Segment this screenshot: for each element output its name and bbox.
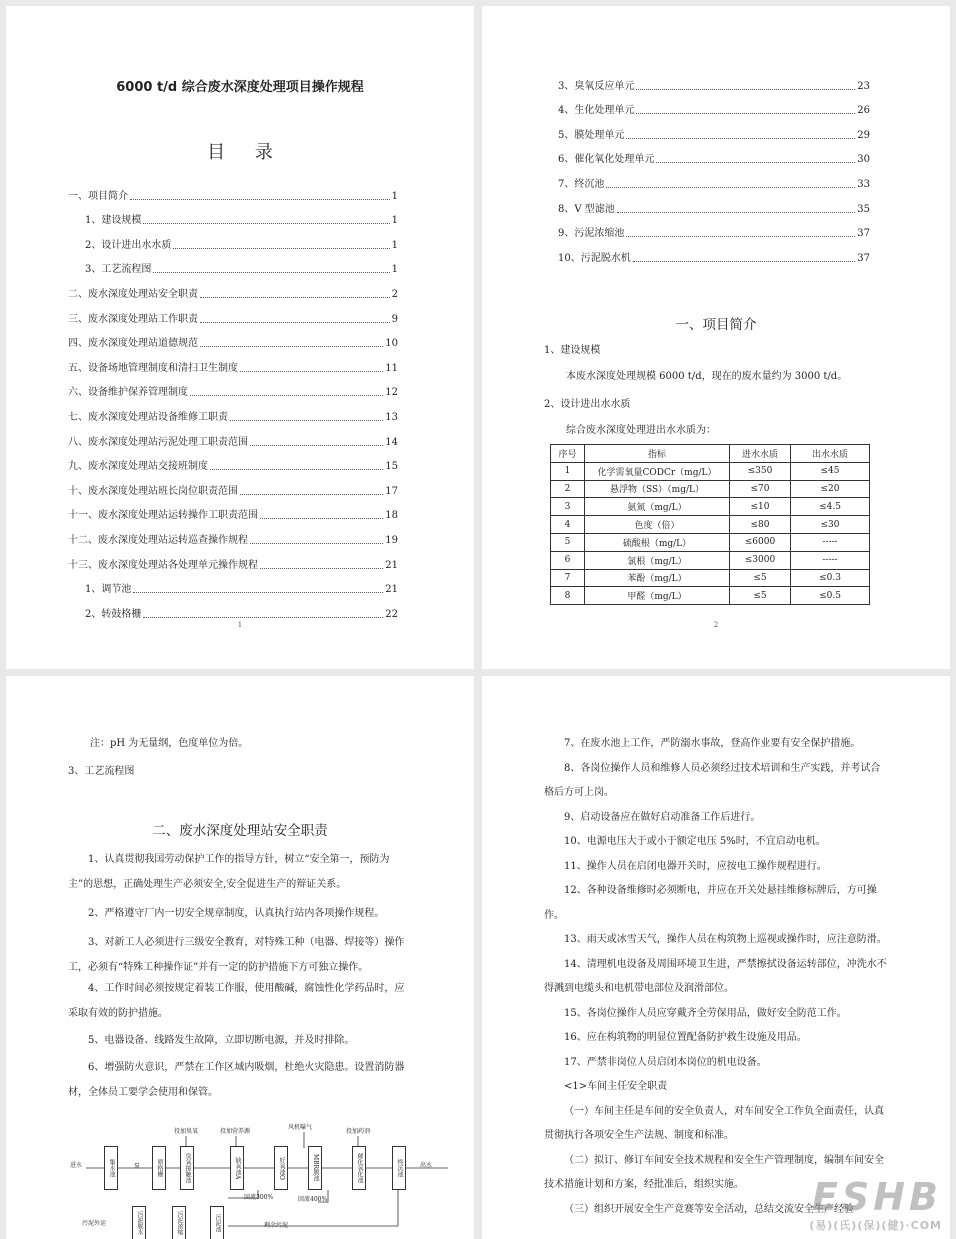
table-cell: 悬浮物（SS）（mg/L）: [585, 480, 730, 498]
table-cell: ≤5: [730, 587, 791, 605]
flow-label: 回流400%: [298, 1196, 328, 1203]
page-2: [482, 6, 950, 669]
toc-entry[interactable]: [68, 350, 398, 375]
table-cell: 6: [551, 551, 585, 569]
paragraph: （一）车间主任是车间的安全负责人，对车间安全工作负全面责任，认真贯彻执行各项安全生产法规、制度和标准。: [544, 1105, 884, 1141]
toc-entry-page: 37: [857, 252, 870, 264]
table-header: 指标: [585, 445, 730, 463]
table-cell: ≤30: [791, 516, 870, 534]
table-row: [551, 480, 870, 498]
subheading: 3、工艺流程图: [68, 766, 135, 777]
toc-leader-dots: [617, 212, 856, 213]
toc-entry-page: 26: [857, 105, 870, 117]
paragraph-group: [544, 732, 888, 1222]
toc-entry-page: 21: [385, 584, 398, 596]
note: 注：pH 为无量纲，色度单位为倍。: [90, 738, 249, 749]
toc-entry-title: 十二、废水深度处理站运转巡查操作规程: [68, 534, 248, 546]
paragraph: <1>车间主任安全职责: [564, 1081, 668, 1092]
table-cell: ≤10: [730, 498, 791, 516]
paragraph: 16、应在构筑物的明显位置配备防护救生设施及用品。: [564, 1032, 807, 1043]
toc-entry-page: 1: [391, 215, 398, 227]
flow-box: 终沉池: [392, 1146, 406, 1190]
toc-entry[interactable]: [558, 191, 870, 216]
toc-entry-page: 1: [391, 264, 398, 276]
paragraph: 15、各岗位操作人员应穿戴齐全劳保用品，做好安全防范工作。: [564, 1007, 847, 1019]
process-flow-diagram: [68, 1124, 448, 1239]
toc-entry-page: 2: [391, 288, 398, 300]
flow-box: 臭氧接触池: [180, 1146, 194, 1190]
toc-entry-title: 1、调节池: [85, 584, 132, 596]
paragraph: 8、各岗位操作人员和维修人员必须经过技术培训和生产实践，并考试合格后方可上岗。: [544, 762, 881, 798]
paragraph: 17、严禁非岗位人员启闭本岗位的机电设备。: [564, 1056, 767, 1068]
toc-entry-page: 13: [385, 411, 398, 423]
flow-box: 缺氧池A: [230, 1146, 244, 1190]
toc-entry-page: 29: [857, 129, 870, 141]
toc-entry-title: 二、废水深度处理站安全职责: [68, 288, 198, 300]
watermark-subtext: (易)(氏)(保)(健)·COM: [809, 1219, 942, 1232]
toc-entry-title: 5、膜处理单元: [558, 129, 625, 141]
toc-entry[interactable]: [558, 240, 870, 265]
toc-entry-title: 3、臭氧反应单元: [558, 80, 635, 92]
table-cell: 氯根（mg/L）: [585, 551, 730, 569]
toc-entry-title: 6、催化氧化处理单元: [558, 154, 655, 166]
toc-entry-title: 三、废水深度处理站工作职责: [68, 313, 198, 325]
table-cell: ≤6000: [730, 533, 791, 551]
table-cell: ≤20: [791, 480, 870, 498]
toc-entry-page: 15: [385, 461, 398, 473]
table-cell: 5: [551, 533, 585, 551]
toc-entry-page: 1: [391, 239, 398, 251]
toc-leader-dots: [240, 371, 383, 372]
subheading: 1、建设规模: [544, 345, 601, 356]
paragraph: （三）组织开展安全生产竞赛等安全活动，总结交流安全生产经验: [564, 1203, 854, 1215]
toc-entry[interactable]: [68, 252, 398, 277]
toc-entry-page: 12: [385, 387, 398, 399]
toc-entry-page: 21: [385, 559, 398, 571]
table-cell: 硫酸根（mg/L）: [585, 533, 730, 551]
table-header: 出水水质: [791, 445, 870, 463]
toc-list-continued: [558, 68, 870, 265]
toc-leader-dots: [633, 261, 856, 262]
toc-entry[interactable]: [558, 93, 870, 118]
toc-leader-dots: [606, 187, 855, 188]
toc-entry-title: 五、设备场地管理制度和清扫卫生制度: [68, 362, 238, 374]
toc-entry[interactable]: [68, 547, 398, 572]
toc-entry[interactable]: [558, 216, 870, 241]
paragraph: 本废水深度处理规模 6000 t/d，现在的废水量约为 3000 t/d。: [566, 371, 848, 382]
paragraph: 12、各种设备维修时必须断电，并应在开关处悬挂维修标牌后，方可操作。: [544, 885, 877, 921]
toc-entry-title: 十、废水深度处理站班长岗位职责范围: [68, 485, 238, 497]
toc-entry-page: 18: [385, 510, 398, 522]
toc-entry-page: 23: [857, 80, 870, 92]
table-cell: ≤0.3: [791, 569, 870, 587]
table-row: [551, 462, 870, 480]
table-header: 序号: [551, 445, 585, 463]
toc-entry[interactable]: [558, 117, 870, 142]
toc-leader-dots: [250, 445, 383, 446]
table-cell: ≤4.5: [791, 498, 870, 516]
toc-entry-title: 1、建设规模: [85, 215, 142, 227]
toc-entry-page: 33: [857, 178, 870, 190]
flow-box: 污泥池: [210, 1206, 224, 1239]
toc-entry-page: 37: [857, 228, 870, 240]
toc-leader-dots: [190, 395, 383, 396]
toc-leader-dots: [636, 89, 855, 90]
toc-entry[interactable]: [68, 203, 398, 228]
table-row: [551, 498, 870, 516]
table-cell: 4: [551, 516, 585, 534]
toc-entry[interactable]: [68, 399, 398, 424]
table-cell: ≤5: [730, 569, 791, 587]
toc-entry-title: 八、废水深度处理站污泥处理工职责范围: [68, 436, 248, 448]
paragraph: 1、认真贯彻我国劳动保护工作的指导方针，树立“安全第一，预防为主”的思想，正确处理生产必须安全,安全促进生产的辩证关系。: [68, 854, 390, 890]
paragraph: 综合废水深度处理进出水水质为：: [566, 425, 716, 436]
table-row: [551, 587, 870, 605]
toc-leader-dots: [260, 518, 383, 519]
toc-entry-page: 19: [385, 534, 398, 546]
paragraph: 2、严格遵守厂内一切安全规章制度，认真执行站内各项操作规程。: [88, 908, 385, 919]
toc-list: [68, 178, 398, 621]
toc-entry[interactable]: [68, 449, 398, 474]
toc-heading: 目 录: [207, 142, 285, 163]
flow-label: 污泥外运: [82, 1220, 107, 1227]
paragraph: 11、操作人员在启闭电器开关时，应按电工操作规程进行。: [564, 860, 827, 872]
paragraph: 4、工作时间必须按规定着装工作服，使用酸碱，腐蚀性化学药品时，应采取有效的防护措施。: [68, 983, 405, 1019]
toc-entry[interactable]: [68, 178, 398, 203]
toc-leader-dots: [153, 272, 389, 273]
flow-box: MBR膜池: [308, 1146, 322, 1190]
paragraph: 7、在废水池上工作，严防溺水事故，登高作业要有安全保护措施。: [564, 738, 861, 749]
toc-leader-dots: [626, 138, 855, 139]
toc-leader-dots: [143, 617, 383, 618]
table-row: [551, 533, 870, 551]
toc-entry-page: 14: [385, 436, 398, 448]
table-cell: 8: [551, 587, 585, 605]
toc-entry[interactable]: [558, 142, 870, 167]
toc-entry-title: 2、转鼓格栅: [85, 608, 142, 620]
toc-entry[interactable]: [68, 326, 398, 351]
toc-leader-dots: [240, 494, 383, 495]
toc-leader-dots: [210, 469, 383, 470]
toc-entry-title: 7、终沉池: [558, 178, 605, 190]
table-header-row: [551, 445, 870, 463]
toc-entry-title: 六、设备维护保养管理制度: [68, 387, 188, 399]
page-number: 1: [237, 621, 243, 629]
toc-leader-dots: [143, 223, 389, 224]
toc-entry-page: 22: [385, 608, 398, 620]
toc-entry[interactable]: [68, 227, 398, 252]
flow-label: 出水: [420, 1162, 433, 1169]
toc-leader-dots: [626, 236, 855, 237]
table-cell: ≤45: [791, 462, 870, 480]
toc-leader-dots: [200, 322, 390, 323]
paragraph: 5、电器设备、线路发生故障，立即切断电源，并及时排除。: [88, 1035, 355, 1046]
page-number: 2: [713, 621, 719, 629]
toc-entry-title: 一、项目简介: [68, 190, 128, 202]
flow-box: 好氧池O: [274, 1146, 288, 1190]
toc-leader-dots: [130, 199, 390, 200]
paragraph: 6、增强防火意识，严禁在工作区域内吸烟，杜绝火灾隐患。设置消防器材，全体员工要学会使用和保管。: [68, 1062, 405, 1098]
flow-box: 原格栅: [152, 1146, 166, 1190]
paragraph: （二）拟订、修订车间安全技术规程和安全生产管理制度，编制车间安全技术措施计划和方案，经批准后，组织实施。: [544, 1154, 884, 1190]
paragraph: 9、启动设备应在做好启动准备工作后进行。: [564, 811, 761, 823]
toc-entry-title: 四、废水深度处理站道德规范: [68, 338, 198, 350]
toc-entry[interactable]: [68, 276, 398, 301]
toc-entry-title: 2、设计进出水水质: [85, 239, 172, 251]
watermark-logo: ESHB: [811, 1175, 942, 1219]
toc-entry-page: 10: [385, 338, 398, 350]
table-cell: 1: [551, 462, 585, 480]
flow-lines: [68, 1124, 448, 1239]
toc-leader-dots: [173, 248, 389, 249]
toc-entry-title: 3、工艺流程图: [85, 264, 152, 276]
table-row: [551, 551, 870, 569]
table-cell: 7: [551, 569, 585, 587]
flow-label: 泵: [134, 1163, 141, 1170]
flow-box: 集水池: [104, 1146, 118, 1190]
flow-box: 污泥浓缩: [172, 1206, 186, 1239]
table-cell: -----: [791, 551, 870, 569]
toc-entry[interactable]: [68, 498, 398, 523]
table-cell: ≤80: [730, 516, 791, 534]
toc-entry-title: 10、污泥脱水机: [558, 252, 631, 264]
flow-label: 进水: [70, 1162, 83, 1169]
toc-entry-page: 11: [385, 362, 398, 374]
table-cell: ≤0.5: [791, 587, 870, 605]
table-row: [551, 569, 870, 587]
toc-entry-page: 30: [857, 154, 870, 166]
toc-leader-dots: [250, 543, 383, 544]
toc-entry[interactable]: [68, 522, 398, 547]
toc-entry-page: 1: [391, 190, 398, 202]
toc-entry[interactable]: [68, 301, 398, 326]
page-3: [6, 676, 474, 1239]
paragraph: 13、雨天或冰雪天气，操作人员在构筑物上巡视或操作时，应注意防滑。: [564, 934, 887, 945]
toc-entry-title: 十三、废水深度处理站各处理单元操作规程: [68, 559, 258, 571]
flow-label: 回流300%: [244, 1194, 274, 1201]
toc-entry-title: 十一、废水深度处理站运转操作工职责范围: [68, 510, 258, 522]
toc-entry[interactable]: [68, 424, 398, 449]
toc-entry[interactable]: [558, 68, 870, 93]
toc-entry-page: 17: [385, 485, 398, 497]
toc-entry[interactable]: [68, 572, 398, 597]
table-cell: 甲醛（mg/L）: [585, 587, 730, 605]
paragraph: 10、电源电压大于或小于额定电压 5%时，不宜启动电机。: [564, 836, 826, 847]
toc-entry-title: 9、污泥浓缩池: [558, 228, 625, 240]
page-4: [482, 676, 950, 1239]
table-cell: 3: [551, 498, 585, 516]
toc-entry[interactable]: [68, 473, 398, 498]
toc-leader-dots: [230, 420, 383, 421]
section-title: 一、项目简介: [675, 317, 757, 333]
flow-label: 投加营养源: [220, 1128, 251, 1135]
table-cell: 化学需氧量CODCr（mg/L）: [585, 462, 730, 480]
toc-entry-page: 9: [391, 313, 398, 325]
subheading: 2、设计进出水水质: [544, 399, 631, 410]
toc-entry-title: 8、V 型滤池: [558, 203, 615, 215]
table-cell: 色度（倍）: [585, 516, 730, 534]
section-title: 二、废水深度处理站安全职责: [152, 823, 328, 839]
flow-label: 投加药剂: [346, 1128, 371, 1135]
flow-box: 污泥脱水: [132, 1206, 146, 1239]
toc-entry[interactable]: [68, 596, 398, 621]
table-header: 进水水质: [730, 445, 791, 463]
toc-leader-dots: [200, 346, 383, 347]
table-cell: ≤3000: [730, 551, 791, 569]
toc-leader-dots: [636, 113, 855, 114]
page-1: [6, 6, 474, 669]
toc-entry-title: 九、废水深度处理站交接班制度: [68, 461, 208, 473]
toc-leader-dots: [200, 297, 390, 298]
paragraph: 3、对新工人必须进行三级安全教育，对特殊工种（电器、焊接等）操作工，必须有“特殊工种操作证”并有一定的防护措施下方可独立操作。: [68, 937, 405, 973]
toc-leader-dots: [133, 592, 383, 593]
document-title: 6000 t/d 综合废水深度处理项目操作规程: [116, 80, 364, 95]
toc-entry-title: 4、生化处理单元: [558, 105, 635, 117]
table-cell: ≤70: [730, 480, 791, 498]
toc-entry[interactable]: [558, 166, 870, 191]
toc-leader-dots: [260, 568, 383, 569]
water-quality-table: [550, 444, 870, 605]
table-row: [551, 516, 870, 534]
table-cell: ≤350: [730, 462, 791, 480]
table-cell: 氨氮（mg/L）: [585, 498, 730, 516]
table-cell: -----: [791, 533, 870, 551]
flow-label: 风机曝气: [288, 1124, 313, 1131]
toc-entry-title: 七、废水深度处理站设备维修工职责: [68, 411, 228, 423]
flow-label: 剩余污泥: [264, 1222, 289, 1229]
toc-entry-page: 35: [857, 203, 870, 215]
flow-label: 投加臭氧: [174, 1128, 199, 1135]
toc-leader-dots: [656, 162, 855, 163]
table-cell: 苯酚（mg/L）: [585, 569, 730, 587]
flow-box: 催化氧化池: [352, 1146, 366, 1190]
table-cell: 2: [551, 480, 585, 498]
toc-entry[interactable]: [68, 375, 398, 400]
site-watermark: [809, 1177, 942, 1233]
paragraph: 14、清理机电设备及周围环境卫生进，严禁擦拭设备运转部位，冲洗水不得溅到电缆头和电机带电部位及润滑部位。: [544, 958, 887, 994]
